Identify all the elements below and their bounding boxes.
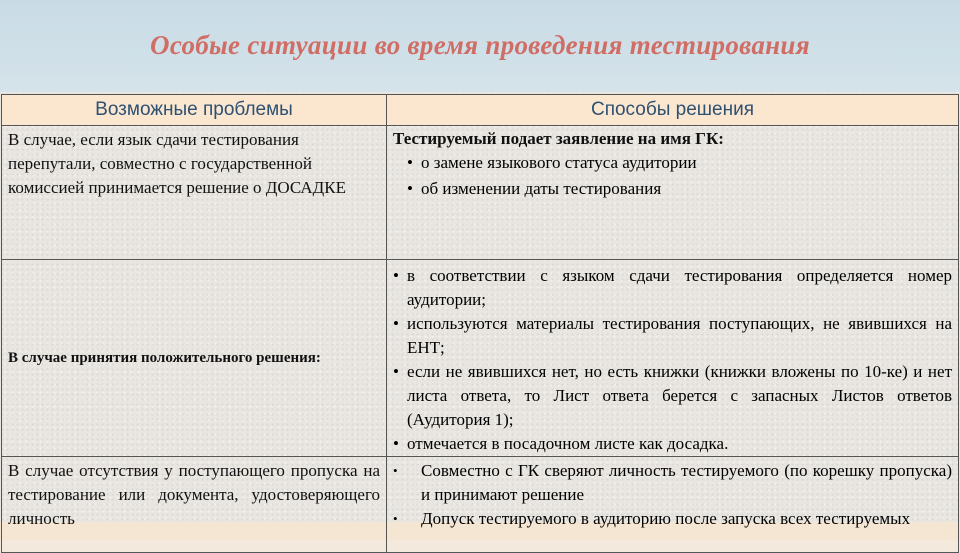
- list-item: • Совместно с ГК сверяют личность тестируемого (по корешку пропуска) и принимают решение: [393, 461, 952, 504]
- header-solutions: Способы решения: [387, 95, 959, 126]
- problem-cell: [2, 457, 387, 553]
- list-item: • отмечается в посадочном листе как досадка.: [393, 432, 952, 456]
- solution-heading: Тестируемый подает заявление на имя ГК:: [393, 129, 724, 148]
- table-header-row: [2, 95, 959, 126]
- list-item: • Допуск тестируемого в аудиторию после запуска всех тестируемых: [393, 507, 952, 531]
- list-item: • если не явившихся нет, но есть книжки (книжки вложены по 10-ке) и нет листа ответа, то Лист ответа берется с запасных Листов ответов (Аудитория 1);: [393, 362, 952, 429]
- bullet-dot-icon: •: [393, 266, 399, 285]
- table-row: [2, 126, 959, 260]
- bullet-dot-icon: •: [407, 179, 413, 198]
- slide-title: Особые ситуации во время проведения тестирования: [150, 30, 810, 60]
- header-problems: Возможные проблемы: [2, 95, 387, 126]
- solution-list: [387, 150, 958, 202]
- bullet-dot-icon: •: [393, 434, 399, 453]
- bullet-dot-icon: •: [407, 153, 413, 172]
- bullet-dot-icon: •: [393, 362, 399, 381]
- solution-list: [387, 260, 958, 456]
- solution-cell: [387, 126, 959, 260]
- list-item: • об изменении даты тестирования: [407, 176, 958, 202]
- problem-text: В случае, если язык сдачи тестирования перепутали, совместно с государственной комиссией принимается решение о ДОСАДКЕ: [8, 130, 346, 197]
- problem-cell: [2, 126, 387, 260]
- list-item: • используются материалы тестирования поступающих, не явившихся на ЕНТ;: [393, 314, 952, 357]
- bullet-dot-icon: •: [393, 511, 398, 526]
- solution-list: [387, 457, 958, 531]
- solution-cell: [387, 457, 959, 553]
- bullet-dot-icon: •: [393, 463, 398, 478]
- bullet-dot-icon: •: [393, 314, 399, 333]
- problem-text: В случае принятия положительного решения:: [8, 350, 321, 366]
- list-item: • о замене языкового статуса аудитории: [407, 150, 958, 176]
- table-row: [2, 260, 959, 457]
- problem-text: В случае отсутствия у поступающего пропуска на тестирование или документа, удостоверяющего личность: [8, 461, 380, 528]
- situations-table: [1, 94, 959, 553]
- list-item: • в соответствии с языком сдачи тестирования определяется номер аудитории;: [393, 266, 952, 309]
- problem-cell: [2, 260, 387, 457]
- solution-cell: [387, 260, 959, 457]
- table-row: [2, 457, 959, 553]
